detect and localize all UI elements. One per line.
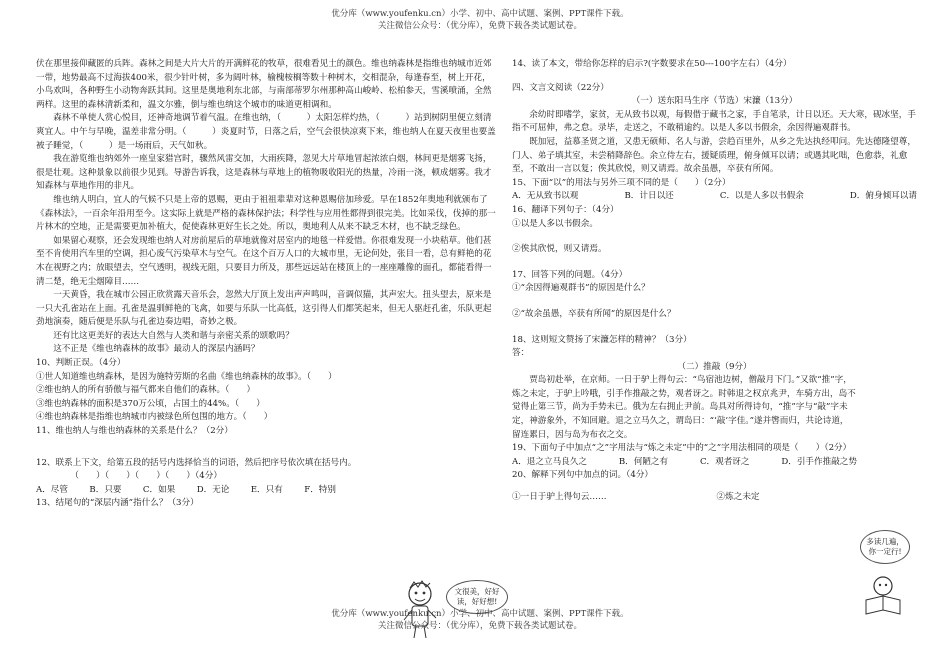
option-c: C．如果 [142, 484, 176, 495]
tuiqiao-paragraph: 贾岛初赴举，在京师。一日于驴上得句云：“鸟宿池边树，僧敲月下门。”又欲“推”字，炼之未定，于驴上吟哦，引手作推敲之势，观者讶之。时韩退之权京兆尹，车骑方出，岛不觉得止第三节，尚为手势未已。俄为左右拥止尹前。岛具对所得诗句，“推”字与“敲”字未定，神游象外，不知回避。退之立马久之，谓岛曰：“‘敲’字佳。”遂并辔而归，共论诗道，留连累日，因与岛为布衣之交。 [512, 375, 856, 440]
footer-line-2: 关注微信公众号：（优分库），免费下载各类试题试卷。 [377, 621, 582, 631]
right-column [512, 58, 917, 505]
q15-option-d: D．俯身倾耳以请 [849, 191, 917, 202]
question-15: 15、下面“以”的用法与另外三项不同的是（ ）（2分） [512, 177, 731, 188]
q15-option-a: A．无从致书以观 [512, 191, 579, 202]
passage-paragraph-1: 伏在那里接仰藏匿的兵阵。森林之间是大片大片的开满鲜花的牧草，很难看见土的颜色。维也纳森林是指维也纳城市近郊一带，地势最高不过海拔400米，很少针叶树，多为阔叶林，榆槐桉榈等数十种树木，交相混杂，每逢春至，树上开花，小鸟欢叫，各种野生小动物奔跃其间。这里是奥地利东北部，与南部蒂罗尔州那种高山峻岭、松柏参天，雪溪喷涌，全然两样。这里的森林清新柔和，温文尔雅，倒与维也纳这个城市的味道更相调和。 [36, 59, 492, 110]
section-4-heading: 四、文言文阅读（22分） [512, 82, 609, 93]
option-d: D．无论 [196, 484, 230, 495]
question-17-item-1: ①“余因得遍观群书”的原因是什么？ [512, 283, 650, 294]
q15-option-c: C．以是人多以书假余 [719, 191, 804, 202]
question-10-item-2: ②维也纳人的所有骄傲与福气都来自他们的森林。（ ） [36, 385, 256, 396]
question-12: 12、联系上下文，给第五段的括号内选择恰当的词语，然后把序号依次填在括号内。 [36, 457, 357, 468]
question-10-item-1: ①世人知道维也纳森林，是因为施特劳斯的名曲《维也纳森林的故事》。（ ） [36, 371, 337, 382]
page-header [250, 8, 710, 32]
question-12-blanks: （ ）（ ）（ ）（ ）（4分） [70, 471, 222, 482]
passage-paragraph-3: 我在游览维也纳郊外一座皇家猎宫时，骤然风雷交加，大雨疾降，忽见大片草地冒起浓浓白烟，林间更是烟雾飞扬，很是壮观。这种景象以前很少见到。导游告诉我，这是森林与草地上的植物吸收阳光的热量，冷雨一浇，顿成烟雾。我才知森林与草地作用的非凡。 [36, 154, 492, 192]
question-16-item-1: ①以是人多以书假余。 [512, 218, 598, 229]
question-18: 18、这则短文赞扬了宋濂怎样的精神？（3分） [512, 334, 692, 345]
question-13: 13、结尾句的“深层内涵”指什么？（3分） [36, 498, 199, 509]
cartoon-figure-reading-icon [860, 574, 906, 618]
classical-paragraph-2: 既加冠，益慕圣贤之道，又患无硕师、名人与游，尝趋百里外，从乡之先达执经叩问。先达德隆望尊，门人、弟子填其室，未尝稍降辞色。余立侍左右，援疑质理，俯身倾耳以请；或遇其叱咄，色愈恭，礼愈至，不敢出一言以复；俟其欣悦，则又请焉。故余虽愚，卒获有所闻。 [512, 136, 916, 175]
section-4-2-heading: （二）推敲（9分） [677, 361, 752, 372]
option-f: F．特别 [304, 484, 336, 495]
passage-paragraph-6: 一天黄昏，我在城市公园正欣赏露天音乐会，忽然大厅顶上发出声声鸣叫，音调似猫，其声宏大。扭头望去，原来是一只大孔雀站在上面。孔雀是温驯鲜艳的飞禽，如要与乐队一比高低，这引得人们都笑起来，但无人驱赶孔雀，乐队更起劲地演奏，随后便是乐队与孔雀边奏边唱，奇妙之极。 [36, 290, 492, 328]
passage-paragraph-7: 还有比这更美好的表达大自然与人类和谐与亲密关系的颂歌吗？ [53, 330, 294, 341]
header-line-1: 优分库（www.youfenku.cn）小学、初中、高中试题、案例、PPT课件下载。 [331, 9, 629, 19]
question-20-item-1: ①一日于驴上得句云…… [512, 492, 607, 503]
q19-option-d: D．引手作推敲之势 [781, 456, 857, 467]
question-20: 20、解释下列句中加点的词。（4分） [512, 470, 654, 481]
question-18-answer: 答： [512, 348, 530, 359]
q19-option-b: B．何陋之有 [618, 456, 669, 467]
question-19: 19、下面句子中加点“之”字用法与“炼之未定”中的“之”字用法相同的项是（ ）（2分） [512, 443, 852, 454]
page-footer [250, 608, 710, 632]
question-16-item-2: ②俟其欣悦，则又请焉。 [512, 244, 607, 255]
question-10-item-3: ③维也纳森林的面积是370万公顷，占国土的44%。（ ） [36, 398, 265, 409]
option-a: A．尽管 [36, 484, 68, 495]
speech-bubble-1: 文很美，好好读，好好想! [446, 580, 508, 614]
classical-paragraph-1: 余幼时即嗜学，家贫，无从致书以观，每假借于藏书之家，手自笔录，计日以还。天大寒，砚冰坚，手指不可屈伸，弗之怠。录毕，走送之，不敢稍逾约。以是人多以书假余，余因得遍观群书。 [512, 109, 916, 134]
question-11: 11、维也纳人与维也纳森林的关系是什么？（2分） [36, 426, 233, 437]
option-b: B．只要 [89, 484, 122, 495]
question-20-item-2: ②炼之未定 [716, 492, 760, 503]
question-10-item-4: ④维也纳森林是指维也纳城市内被绿色所包围的地方。（ ） [36, 412, 273, 423]
option-e: E．只有 [250, 484, 283, 495]
passage-paragraph-2: 森林不单使人赏心悦目，还神奇地调节着气温。在维也纳，（ ）太阳怎样灼热，（ ）站到树阴里便立刻清爽宜人。中午与早晚，温差非常分明。（ ）炎夏时节，日落之后，空气会很快凉爽下来，维也纳人在夏天夜里也要盖被子睡觉，（ ）是一场雨后，天气如秋。 [36, 113, 496, 151]
question-10: 10、判断正误。（4分） [36, 358, 126, 369]
question-14: 14、读了本文，带给你怎样的启示?(字数要求在50---100字左右）（4分） [512, 59, 792, 69]
question-17-item-2: ②“故余虽愚，卒获有所闻”的原因是什么？ [512, 308, 676, 319]
q19-option-c: C．观者讶之 [699, 456, 750, 467]
q15-option-b: B．计日以还 [624, 191, 674, 202]
question-16: 16、翻译下列句子：（4分） [512, 204, 619, 215]
left-column [36, 58, 498, 511]
header-line-2: 关注微信公众号：（优分库），免费下载各类试题试卷。 [377, 21, 582, 31]
footer-line-1: 优分库（www.youfenku.cn）小学、初中、高中试题、案例、PPT课件下载。 [331, 609, 629, 619]
q19-option-a: A．退之立马良久之 [512, 456, 587, 467]
speech-bubble-2: 多读几遍，你一定行! [860, 530, 910, 564]
passage-paragraph-8: 这不正是《维也纳森林的故事》最动人的深层内涵吗？ [53, 344, 260, 355]
question-17: 17、回答下列的问题。（4分） [512, 269, 628, 280]
passage-paragraph-4: 维也纳人明白，宜人的气候不只是上帝的恩赐，更由于祖祖辈辈对这种恩赐倍加珍爱。早在1852年奥地利就颁布了《森林法》，一百余年沿用至今。这实际上就是严格的森林保护法；科学性与应用性都得到很完美。比如采伐，伐掉的那一片林木的空地，正是需要更加补植大，促使森林更好生长之处。所以，奥地利人从来不缺乏木材，也不缺乏绿色。 [36, 194, 496, 233]
section-4-1-heading: （一）送东阳马生序（节选）宋濂（13分） [631, 96, 798, 107]
passage-paragraph-5: 如果留心观察，还会发现维也纳人对房前屋后的草地就像对居室内的地毯一样爱惜。你很难发现一小块秸草。他们甚至不肯使用汽车里的空调，担心废气污染草木与空气。在这个百万人口的大城市里，无论何处，张目一看，总有鲜艳的花木在视野之内；放眼望去，空气透明，视线无阻，只要目力所及，那些远远站在楼顶上的一座座雕像的面孔，都能看得一清二楚，绝无尘烟障目…… [36, 235, 492, 287]
